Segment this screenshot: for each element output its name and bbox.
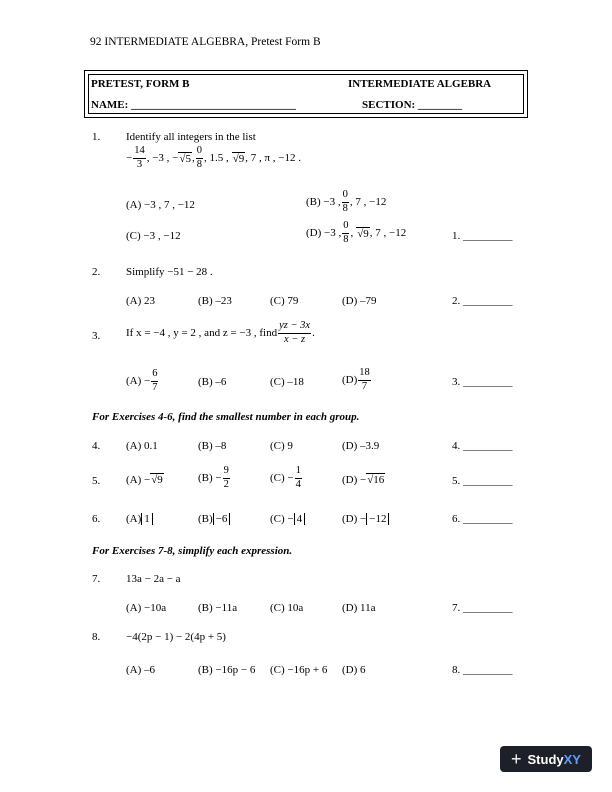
q3-prompt-post: . [312,327,315,339]
q1-sqrt5: √5 [179,152,191,165]
q1-d-den: 8 [343,233,349,245]
studyxy-logo[interactable] [500,746,592,772]
q4-number: 4. [92,440,101,452]
q5-b-den: 2 [223,478,229,490]
q4-option-b[interactable]: (B) –8 [198,440,227,452]
q5-option-b[interactable] [198,466,231,490]
q1-prompt: Identify all integers in the list [126,131,256,143]
q1-option-d[interactable] [306,221,406,245]
q5-d-sqrt-val: 16 [373,474,385,486]
q3-option-b[interactable]: (B) –6 [198,376,227,388]
logo-study: Study [527,751,564,767]
q5-d-sqrt: √16 [367,474,385,486]
q1-b-den: 8 [342,202,348,214]
pretest-title: PRETEST, FORM B [91,78,190,90]
q3-number: 3. [92,330,101,342]
q1-frac-14-num: 14 [133,146,146,159]
q8-answer-blank[interactable]: 8. _________ [452,664,513,676]
q1-frac-0-den: 8 [196,158,202,170]
q7-answer-blank[interactable]: 7. _________ [452,602,513,614]
section-field[interactable]: SECTION: ________ [362,99,462,111]
q1-frac-14-den: 3 [136,158,143,170]
q3-answer-blank[interactable]: 3. _________ [452,376,513,388]
q5-c-pre: (C) − [270,472,294,484]
q6-option-b[interactable] [198,513,230,525]
q2-prompt: Simplify −51 − 28 . [126,266,213,278]
q5-answer-blank[interactable]: 5. _________ [452,475,513,487]
q3-frac [278,321,311,345]
q1-d-mid: , [350,227,354,239]
q1-sqrt9-val: 9 [238,152,245,165]
q1-d-num: 0 [342,221,349,234]
q3-a-den: 7 [152,381,158,393]
q5-b-pre: (B) − [198,472,222,484]
q3-option-c[interactable]: (C) –18 [270,376,304,388]
q8-expression: −4(2p − 1) − 2(4p + 5) [126,631,226,643]
q5-d-pre: (D) − [342,473,367,486]
q7-option-b[interactable]: (B) −11a [198,602,238,614]
q3-d-pre: (D) [342,374,358,386]
q3-d-frac [358,368,371,392]
q8-option-d[interactable]: (D) 6 [342,664,366,676]
q3-a-num: 6 [151,369,158,382]
q8-option-b[interactable]: (B) −16p − 6 [198,664,256,676]
q1-d-sqrt: √9 [357,227,369,240]
q1-d-post: , 7 , −12 [369,227,407,239]
q5-b-frac [223,466,230,490]
q6-option-d[interactable] [342,513,389,525]
q5-c-den: 4 [295,478,301,490]
q4-option-c[interactable]: (C) 9 [270,440,293,452]
q5-option-a[interactable] [126,473,164,486]
plus-icon: + [511,748,522,769]
q6-c-abs: 4 [294,513,306,525]
q3-a-frac [151,369,158,393]
q5-number: 5. [92,475,101,487]
q1-option-b[interactable] [306,190,386,214]
q1-option-a[interactable]: (A) −3 , 7 , −12 [126,199,195,211]
q7-option-d[interactable]: (D) 11a [342,602,376,614]
q1-frac-14-3 [133,146,146,170]
q1-b-frac [342,190,349,214]
q3-d-num: 18 [358,368,371,381]
q8-option-c[interactable]: (C) −16p + 6 [270,664,328,676]
name-field[interactable]: NAME: ______________________________ [91,99,297,111]
q6-b-pre: (B) [198,513,213,525]
q5-a-pre: (A) − [126,473,151,486]
q1-sqrt5-val: 5 [185,152,191,165]
q6-a-abs: 1 [141,513,153,525]
q1-sqrt9: √9 [232,152,245,165]
q8-option-a[interactable]: (A) –6 [126,664,156,676]
q1-d-sqrt-val: 9 [363,227,369,240]
q1-answer-blank[interactable]: 1. _________ [452,230,513,242]
q1-number: 1. [92,131,101,143]
q3-frac-den: x − z [284,333,306,345]
q3-frac-num: yz − 3x [278,321,311,334]
q6-number: 6. [92,513,101,525]
q2-option-b[interactable]: (B) –23 [198,295,232,307]
q3-prompt-pre: If x = −4 , y = 2 , and z = −3 , find [126,327,278,339]
q5-c-num: 1 [295,466,302,479]
q5-a-sqrt-val: 9 [157,474,163,486]
q3-option-d[interactable] [342,368,372,392]
section-heading-7-8: For Exercises 7-8, simplify each expression. [92,545,293,557]
q3-d-den: 7 [361,380,368,392]
q3-a-pre: (A) − [126,375,151,387]
q2-option-d[interactable]: (D) –79 [342,295,377,307]
q1-b-num: 0 [342,190,349,203]
q1-frac-0-8 [196,146,203,170]
q1-frac-0-num: 0 [196,146,203,159]
q1-d-frac [342,221,349,245]
q1-list-minus: − [126,152,133,164]
q1-d-pre: (D) −3 , [306,227,342,239]
q8-number: 8. [92,631,101,643]
course-title: INTERMEDIATE ALGEBRA [348,78,492,90]
q6-option-c[interactable] [270,513,305,525]
q7-option-a[interactable]: (A) −10a [126,602,167,614]
q1-list-c: , [191,152,195,164]
logo-xy: XY [563,751,581,767]
q4-answer-blank[interactable]: 4. _________ [452,440,513,452]
q6-d-abs: −12 [366,513,389,525]
q6-c-pre: (C) − [270,513,294,525]
q4-option-d[interactable]: (D) –3.9 [342,440,380,452]
q4-option-a[interactable]: (A) 0.1 [126,440,158,452]
q1-list [126,146,301,170]
q2-number: 2. [92,266,101,278]
q2-answer-blank[interactable]: 2. _________ [452,295,513,307]
q6-a-pre: (A) [126,513,142,525]
q1-b-pre: (B) −3 , [306,196,341,208]
q1-option-c[interactable]: (C) −3 , −12 [126,230,181,242]
q7-option-c[interactable]: (C) 10a [270,602,304,614]
q1-list-b: , −3 , − [146,152,179,164]
q6-d-pre: (D) − [342,513,367,525]
page-header: 92 INTERMEDIATE ALGEBRA, Pretest Form B [90,36,321,48]
q3-option-a[interactable] [126,369,159,393]
q3-prompt [126,321,315,345]
q2-option-a[interactable]: (A) 23 [126,295,156,307]
q7-expression: 13a − 2a − a [126,573,181,585]
q6-b-abs: −6 [213,513,231,525]
q2-option-c[interactable]: (C) 79 [270,295,299,307]
section-heading-4-6: For Exercises 4-6, find the smallest number in each group. [92,411,360,423]
logo-text [528,752,581,767]
q1-list-d: , 1.5 , [203,152,229,164]
q5-b-num: 9 [223,466,230,479]
q6-answer-blank[interactable]: 6. _________ [452,513,513,525]
q5-option-c[interactable] [270,466,303,490]
q7-number: 7. [92,573,101,585]
q5-a-sqrt: √9 [151,474,163,486]
q5-option-d[interactable] [342,473,385,486]
q5-c-frac [295,466,302,490]
q1-list-e: , 7 , π , −12 . [245,152,301,164]
q1-b-post: , 7 , −12 [349,196,387,208]
q6-option-a[interactable] [126,513,153,525]
